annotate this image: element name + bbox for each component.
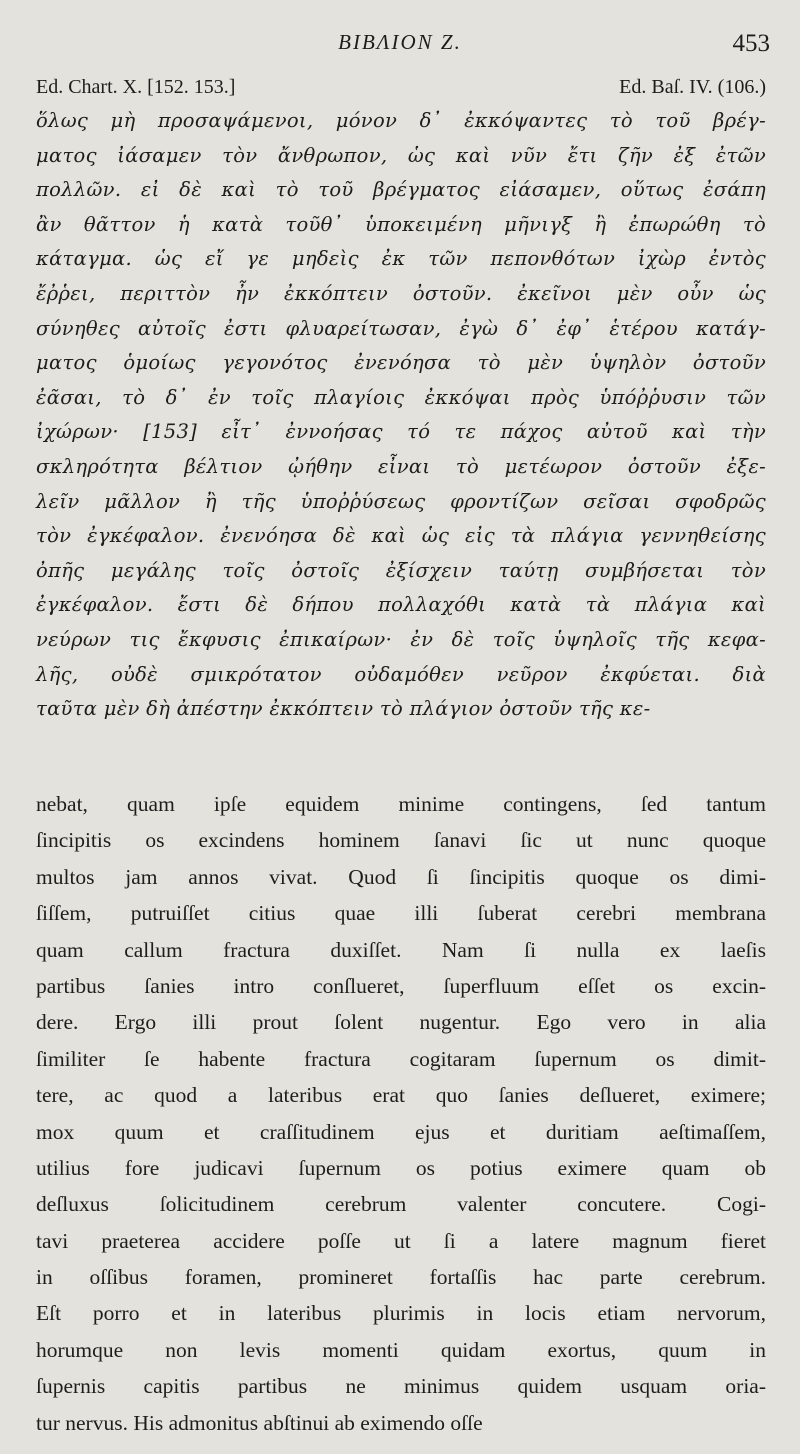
latin-text-line: Eſt porro et in lateribus plurimis in locis etiam nervorum, bbox=[36, 1301, 766, 1326]
greek-text-line: σκληρότητα βέλτιον ᾠήθην εἶναι τὸ μετέωρον ὀστοῦν ἐξε- bbox=[36, 454, 766, 478]
latin-text-line: ſimiliter ſe habente fractura cogitaram ſupernum os dimit- bbox=[36, 1046, 766, 1071]
latin-text-line: partibus ſanies intro conſlueret, ſuperfluum eſſet os excin- bbox=[36, 973, 766, 998]
edition-basel-ref: Ed. Baſ. IV. (106.) bbox=[619, 76, 766, 98]
edition-reference-line bbox=[36, 76, 766, 99]
latin-text-line: deſluxus ſolicitudinem cerebrum valenter concutere. Cogi- bbox=[36, 1192, 766, 1217]
greek-text-line: κάταγμα. ὡς εἴ γε μηδεὶς ἐκ τῶν πεπονθότων ἰχὼρ ἐντὸς bbox=[36, 247, 766, 271]
latin-text-line: utilius fore judicavi ſupernum os potius eximere quam ob bbox=[36, 1155, 766, 1180]
latin-text-line: mox quum et craſſitudinem ejus et duritiam aeſtimaſſem, bbox=[36, 1119, 766, 1144]
greek-text-line: πολλῶν. εἰ δὲ καὶ τὸ τοῦ βρέγματος εἰάσαμεν, οὕτως ἐσάπη bbox=[36, 178, 766, 202]
running-title: BIBΛΙΟΝ Ζ. bbox=[338, 30, 462, 54]
latin-text-block bbox=[36, 786, 766, 1441]
latin-text-line: tavi praeterea accidere poſſe ut ſi a latere magnum fieret bbox=[36, 1228, 766, 1253]
greek-text-line: ἔῤῥει, περιττὸν ἦν ἐκκόπτειν ὀστοῦν. ἐκεῖνοι μὲν οὖν ὡς bbox=[36, 281, 766, 305]
greek-text-line: ἐγκέφαλον. ἔστι δὲ δήπου πολλαχόθι κατὰ τὰ πλάγια καὶ bbox=[36, 593, 766, 617]
greek-text-line: ἐᾶσαι, τὸ δ᾽ ἐν τοῖς πλαγίοις ἐκκόψαι πρὸς ὑπόῤῥυσιν τῶν bbox=[36, 385, 766, 409]
latin-text-line: multos jam annos vivat. Quod ſi ſincipitis quoque os dimi- bbox=[36, 864, 766, 889]
latin-text-line: in oſſibus foramen, promineret fortaſſis hac parte cerebrum. bbox=[36, 1265, 766, 1290]
greek-text-line: ἂν θᾶττον ἡ κατὰ τοῦθ᾽ ὑποκειμένη μῆνιγξ ἢ ἐπωρώθη τὸ bbox=[36, 212, 766, 236]
greek-text-line: λῆς, οὐδὲ σμικρότατον οὐδαμόθεν νεῦρον ἐκφύεται. διὰ bbox=[36, 662, 766, 686]
latin-text-line: dere. Ergo illi prout ſolent nugentur. Ego vero in alia bbox=[36, 1010, 766, 1035]
latin-text-line: tere, ac quod a lateribus erat quo ſanies deſlueret, eximere; bbox=[36, 1083, 766, 1108]
latin-text-line: tur nervus. His admonitus abſtinui ab eximendo oſſe bbox=[36, 1410, 483, 1435]
greek-text-line: σύνηθες αὐτοῖς ἐστι φλυαρείτωσαν, ἐγὼ δ᾽ ἐφ᾽ ἑτέρου κατάγ- bbox=[36, 316, 766, 340]
greek-text-line: τὸν ἐγκέφαλον. ἐνενόησα δὲ καὶ ὡς εἰς τὰ πλάγια γεννηθείσης bbox=[36, 524, 766, 548]
greek-text-line: λεῖν μᾶλλον ἢ τῆς ὑποῤῥύσεως φροντίζων σεῖσαι σφοδρῶς bbox=[36, 489, 766, 513]
greek-text-line: ματος ὁμοίως γεγονότος ἐνενόησα τὸ μὲν ὑψηλὸν ὀστοῦν bbox=[36, 351, 766, 375]
greek-text-line: ἰχώρων· [153] εἶτ᾽ ἐννοήσας τό τε πάχος αὐτοῦ καὶ τὴν bbox=[36, 420, 766, 444]
latin-text-line: ſiſſem, putruiſſet citius quae illi ſuberat cerebri membrana bbox=[36, 901, 766, 926]
latin-text-line: ſupernis capitis partibus ne minimus quidem usquam oria- bbox=[36, 1374, 766, 1399]
latin-text-line: horumque non levis momenti quidam exortus, quum in bbox=[36, 1337, 766, 1362]
greek-text-line: ὅλως μὴ προσαψάμενοι, μόνον δ᾽ ἐκκόψαντες τὸ τοῦ βρέγ- bbox=[36, 109, 766, 132]
latin-text-line: nebat, quam ipſe equidem minime contingens, ſed tantum bbox=[36, 792, 766, 816]
greek-text-line: νεύρων τις ἔκφυσις ἐπικαίρων· ἐν δὲ τοῖς ὑψηλοῖς τῆς κεφα- bbox=[36, 627, 766, 651]
latin-text-line: quam callum fractura duxiſſet. Nam ſi nulla ex laeſis bbox=[36, 937, 766, 962]
greek-text-line: ματος ἰάσαμεν τὸν ἄνθρωπον, ὡς καὶ νῦν ἔτι ζῆν ἐξ ἐτῶν bbox=[36, 143, 766, 167]
latin-text-line: ſincipitis os excindens hominem ſanavi ſic ut nunc quoque bbox=[36, 828, 766, 853]
greek-text-line: ταῦτα μὲν δὴ ἀπέστην ἐκκόπτειν τὸ πλάγιον ὀστοῦν τῆς κε- bbox=[36, 697, 651, 721]
page-number: 453 bbox=[732, 30, 770, 57]
greek-text-block bbox=[36, 104, 766, 727]
edition-chartier-ref: Ed. Chart. X. [152. 153.] bbox=[36, 76, 236, 98]
greek-text-line: ὀπῆς μεγάλης τοῖς ὀστοῖς ἐξίσχειν ταύτῃ συμβήσεται τὸν bbox=[36, 558, 766, 582]
